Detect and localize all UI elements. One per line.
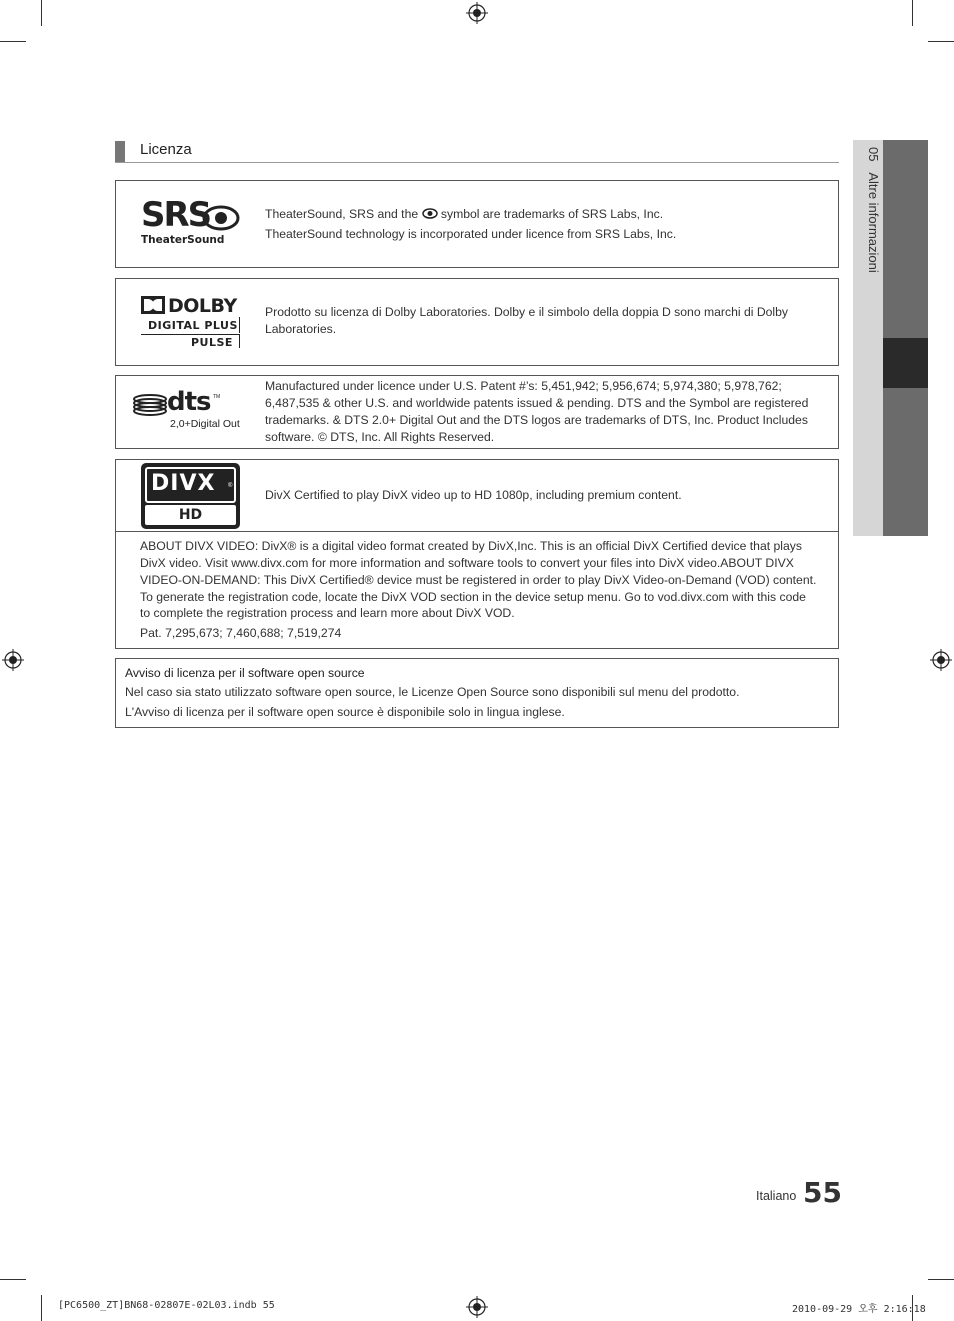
registration-mark-icon: [466, 2, 488, 24]
open-source-line1: Nel caso sia stato utilizzato software open source, le Licenze Open Source sono disponibili sul menu del prodotto.: [125, 685, 740, 699]
page-number: 55: [803, 1176, 842, 1209]
dts-disc-icon: [133, 393, 167, 417]
dolby-text-2: Laboratories.: [265, 322, 337, 336]
crop-mark: [0, 1279, 26, 1280]
divx-divider: [115, 531, 839, 532]
dts-logo-subtitle: 2,0+Digital Out: [170, 418, 240, 430]
srs-eye-icon: [202, 203, 240, 233]
srs-logo-subtitle: TheaterSound: [141, 234, 225, 246]
dolby-double-d-icon: [141, 296, 165, 314]
section-marker: [115, 141, 125, 162]
open-source-title: Avviso di licenza per il software open source: [125, 666, 365, 680]
divx-about-2: DivX video. Visit www.divx.com for more information and software tools to convert your files into DivX video.ABOUT DIVX: [140, 556, 794, 570]
footer-language: Italiano: [756, 1189, 797, 1203]
section-title: Licenza: [140, 141, 192, 158]
crop-mark: [912, 0, 913, 26]
srs-text-1b: symbol are trademarks of SRS Labs, Inc.: [440, 207, 664, 221]
chapter-number: 05: [866, 147, 881, 162]
srs-text-line1: [265, 206, 663, 223]
registration-mark-icon: [930, 649, 952, 671]
crop-mark: [41, 0, 42, 26]
chapter-title: Altre informazioni: [866, 172, 881, 273]
divx-about-3: VIDEO-ON-DEMAND: This DivX Certified® device must be registered in order to play DivX Video-on-Demand (VOD) content.: [140, 573, 817, 587]
divx-about-5: to complete the registration process and learn more about DivX VOD.: [140, 606, 515, 620]
dts-logo-tm: TM: [213, 394, 221, 400]
srs-text-1a: TheaterSound, SRS and the: [265, 207, 419, 221]
dts-text-2: 6,487,535 & other U.S. and worldwide patents issued & pending. DTS and the Symbol are registered: [265, 396, 809, 410]
side-tab-active-marker: [883, 338, 928, 388]
crop-mark: [928, 41, 954, 42]
crop-mark: [928, 1279, 954, 1280]
divx-about-4: To generate the registration code, locate the DivX VOD section in the device setup menu. Go to vod.divx.com with this code: [140, 590, 806, 604]
registration-mark-icon: [466, 1296, 488, 1318]
dts-text-1: Manufactured under licence under U.S. Patent #’s: 5,451,942; 5,956,674; 5,974,380; 5,978,762;: [265, 379, 782, 393]
dts-text-3: trademarks. & DTS 2.0+ Digital Out and the DTS logos are trademarks of DTS, Inc. Product Includes: [265, 413, 808, 427]
divx-patents: Pat. 7,295,673; 7,460,688; 7,519,274: [140, 626, 342, 640]
divx-logo-reg: ®: [228, 483, 233, 489]
dolby-logo-line2: PULSE: [191, 336, 233, 349]
divx-certified-text: DivX Certified to play DivX video up to HD 1080p, including premium content.: [265, 488, 682, 502]
dts-logo: dts: [167, 387, 211, 417]
crop-mark: [41, 1295, 42, 1321]
divx-hd-label: HD: [178, 507, 203, 523]
srs-symbol-icon: [422, 208, 438, 219]
crop-mark: [0, 41, 26, 42]
open-source-line2: L'Avviso di licenza per il software open source è disponibile solo in lingua inglese.: [125, 705, 565, 719]
section-rule: [115, 162, 839, 163]
side-tab-label: [859, 147, 881, 327]
print-slug-file: [PC6500_ZT]BN68-02807E-02L03.indb 55: [58, 1300, 275, 1311]
print-slug-date: 2010-09-29 오후 2:16:18: [792, 1304, 926, 1315]
srs-text-line2: TheaterSound technology is incorporated under licence from SRS Labs, Inc.: [265, 227, 677, 241]
divx-about-1: ABOUT DIVX VIDEO: DivX® is a digital video format created by DivX,Inc. This is an official DivX Certified device that plays: [140, 539, 802, 553]
dts-text-4: software. © DTS, Inc. All Rights Reserved.: [265, 430, 495, 444]
dolby-logo: DOLBY: [168, 295, 237, 317]
srs-logo: SRS: [141, 195, 211, 235]
dolby-logo-line1: DIGITAL PLUS: [148, 319, 238, 332]
registration-mark-icon: [2, 649, 24, 671]
dolby-text-1: Prodotto su licenza di Dolby Laboratories. Dolby e il simbolo della doppia D sono marchi di Dolby: [265, 305, 788, 319]
divx-logo: DIVX: [151, 471, 216, 496]
